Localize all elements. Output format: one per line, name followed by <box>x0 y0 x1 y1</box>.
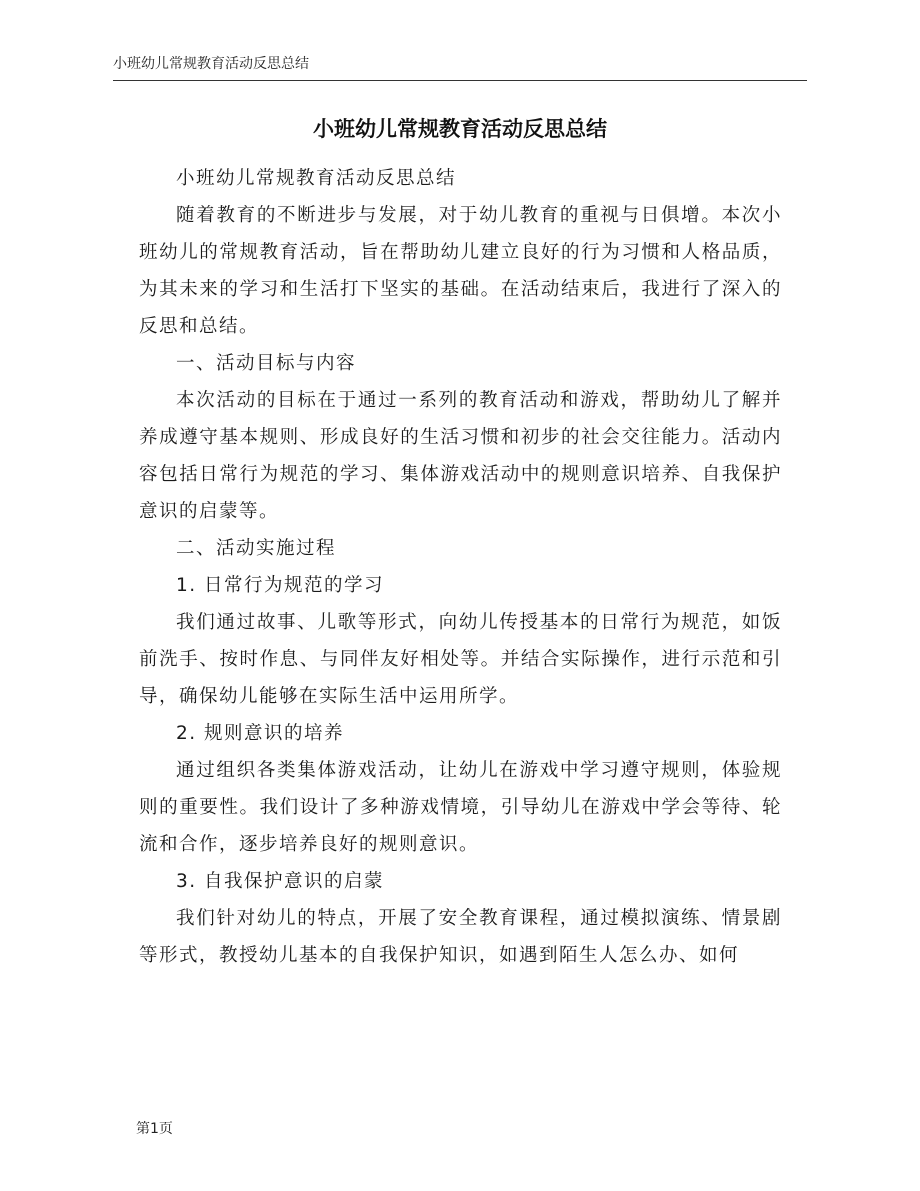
subsection-heading: 3. 自我保护意识的启蒙 <box>176 871 385 892</box>
paragraph: 本次活动的目标在于通过一系列的教育活动和游戏，帮助幼儿了解并养成遵守基本规则、形成良好的生活习惯和初步的社会交往能力。活动内容包括日常行为规范的学习、集体游戏活动中的规则意识培养、自我保护意识的启蒙等。 <box>139 390 782 522</box>
paragraph: 随着教育的不断进步与发展，对于幼儿教育的重视与日俱增。本次小班幼儿的常规教育活动，旨在帮助幼儿建立良好的行为习惯和人格品质，为其未来的学习和生活打下坚实的基础。在活动结束后，我进行了深入的反思和总结。 <box>139 205 782 337</box>
section-heading: 二、活动实施过程 <box>176 538 337 559</box>
subsection-heading: 1. 日常行为规范的学习 <box>176 575 385 596</box>
document-body <box>139 160 782 974</box>
paragraph: 通过组织各类集体游戏活动，让幼儿在游戏中学习遵守规则，体验规则的重要性。我们设计了多种游戏情境，引导幼儿在游戏中学会等待、轮流和合作，逐步培养良好的规则意识。 <box>139 760 782 855</box>
document-title: 小班幼儿常规教育活动反思总结 <box>313 117 607 141</box>
running-header: 小班幼儿常规教育活动反思总结 <box>113 56 309 72</box>
paragraph: 小班幼儿常规教育活动反思总结 <box>176 168 457 189</box>
paragraph: 我们通过故事、儿歌等形式，向幼儿传授基本的日常行为规范，如饭前洗手、按时作息、与同伴友好相处等。并结合实际操作，进行示范和引导，确保幼儿能够在实际生活中运用所学。 <box>139 612 782 707</box>
section-heading: 一、活动目标与内容 <box>176 353 357 374</box>
header-divider <box>113 80 807 81</box>
page-number: 第1页 <box>136 1121 173 1137</box>
paragraph: 我们针对幼儿的特点，开展了安全教育课程，通过模拟演练、情景剧等形式，教授幼儿基本的自我保护知识，如遇到陌生人怎么办、如何 <box>139 908 782 966</box>
subsection-heading: 2. 规则意识的培养 <box>176 723 345 744</box>
